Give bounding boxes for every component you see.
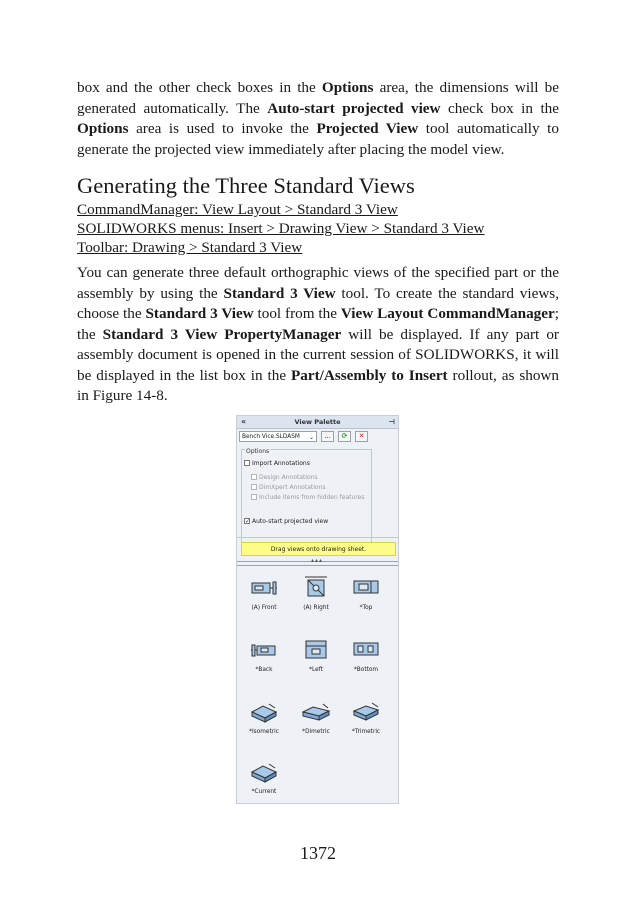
- view-current[interactable]: [241, 758, 287, 804]
- options-label: Options: [246, 448, 270, 455]
- checkbox-box: [251, 494, 257, 500]
- left-view-icon: [301, 636, 331, 662]
- checkbox-box: [244, 460, 250, 466]
- section-heading: Generating the Three Standard Views: [77, 173, 415, 198]
- checkmark-icon: ✓: [245, 517, 251, 525]
- trimetric-view-icon: [351, 698, 381, 724]
- view-dimetric[interactable]: [293, 698, 339, 748]
- palette-title: View Palette: [294, 418, 341, 426]
- view-label: (A) Right: [303, 605, 329, 611]
- document-select[interactable]: [239, 431, 317, 442]
- top-view-icon: [351, 574, 381, 600]
- view-trimetric[interactable]: [343, 698, 389, 748]
- view-palette: [236, 415, 399, 804]
- view-label: *Isometric: [249, 729, 279, 735]
- design-annotations-checkbox[interactable]: [251, 474, 318, 482]
- right-view-icon: [301, 574, 331, 600]
- view-label: *Current: [251, 789, 277, 795]
- splitter-handle[interactable]: [237, 557, 398, 566]
- import-annotations-checkbox[interactable]: [244, 460, 310, 468]
- checkbox-label: Auto-start projected view: [252, 518, 329, 525]
- view-label: *Trimetric: [351, 729, 381, 735]
- dimxpert-annotations-checkbox[interactable]: [251, 484, 326, 492]
- bottom-view-icon: [351, 636, 381, 662]
- palette-title-bar: [237, 416, 398, 429]
- view-top[interactable]: [343, 574, 389, 624]
- dimetric-view-icon: [301, 698, 331, 724]
- path-toolbar: Toolbar: Drawing > Standard 3 View: [77, 239, 303, 256]
- view-label: (A) Front: [251, 605, 277, 611]
- close-icon[interactable]: ✕: [355, 431, 368, 442]
- browse-button[interactable]: ...: [321, 431, 334, 442]
- view-label: *Back: [255, 667, 273, 673]
- view-bottom[interactable]: [343, 636, 389, 686]
- back-icon[interactable]: «: [241, 417, 247, 426]
- path-commandmanager: CommandManager: View Layout > Standard 3 View: [77, 201, 398, 218]
- grip-icon: ▴▴▴: [311, 557, 324, 564]
- view-label: *Dimetric: [302, 729, 330, 735]
- front-view-icon: [249, 574, 279, 600]
- document-select-value: Bench Vice.SLDASM: [242, 434, 300, 440]
- checkbox-label: DimXpert Annotations: [259, 484, 326, 491]
- view-label: *Top: [359, 605, 373, 611]
- view-isometric[interactable]: [241, 698, 287, 748]
- hidden-features-checkbox[interactable]: [251, 494, 364, 502]
- view-label: *Bottom: [353, 667, 379, 673]
- back-view-icon: [249, 636, 279, 662]
- page-number: 1372: [300, 843, 336, 863]
- path-menus: SOLIDWORKS menus: Insert > Drawing View > Standard 3 View: [77, 220, 485, 237]
- isometric-view-icon: [249, 698, 279, 724]
- checkbox-box: [251, 484, 257, 490]
- divider: [237, 537, 398, 538]
- chevron-down-icon: ⌄: [308, 434, 314, 441]
- current-view-icon: [249, 758, 279, 784]
- view-left[interactable]: [293, 636, 339, 686]
- checkbox-label: Design Annotations: [259, 474, 318, 481]
- paragraph-standard-3-view: You can generate three default orthographic views of the specified part or the assembly by using the Standard 3 View tool. To create the standard views, choose the Standard 3 View tool from the View Layout CommandManager; the Standard 3 View PropertyManager will be displayed. If any part or assembly document is opened in the current session of SOLIDWORKS, it will be displayed in the list box in the Part/Assembly to Insert rollout, as shown in Figure 14-8.: [77, 264, 559, 404]
- checkbox-label: Import Annotations: [252, 460, 310, 467]
- drag-hint: Drag views onto drawing sheet.: [241, 542, 396, 556]
- view-right[interactable]: [293, 574, 339, 624]
- paragraph-options: box and the other check boxes in the Options area, the dimensions will be generated automatically. The Auto-start projected view check box in the Options area is used to invoke the Projected View tool automatically to generate the projected view immediately after placing the model view.: [77, 79, 560, 158]
- pin-icon[interactable]: ⊣: [388, 418, 395, 426]
- checkbox-label: Include items from hidden features: [259, 494, 365, 501]
- options-group: [241, 449, 372, 544]
- checkbox-box: [251, 474, 257, 480]
- refresh-icon[interactable]: ⟳: [338, 431, 351, 442]
- view-label: *Left: [309, 667, 323, 673]
- auto-start-checkbox[interactable]: [244, 518, 328, 526]
- view-front[interactable]: [241, 574, 287, 624]
- view-back[interactable]: [241, 636, 287, 686]
